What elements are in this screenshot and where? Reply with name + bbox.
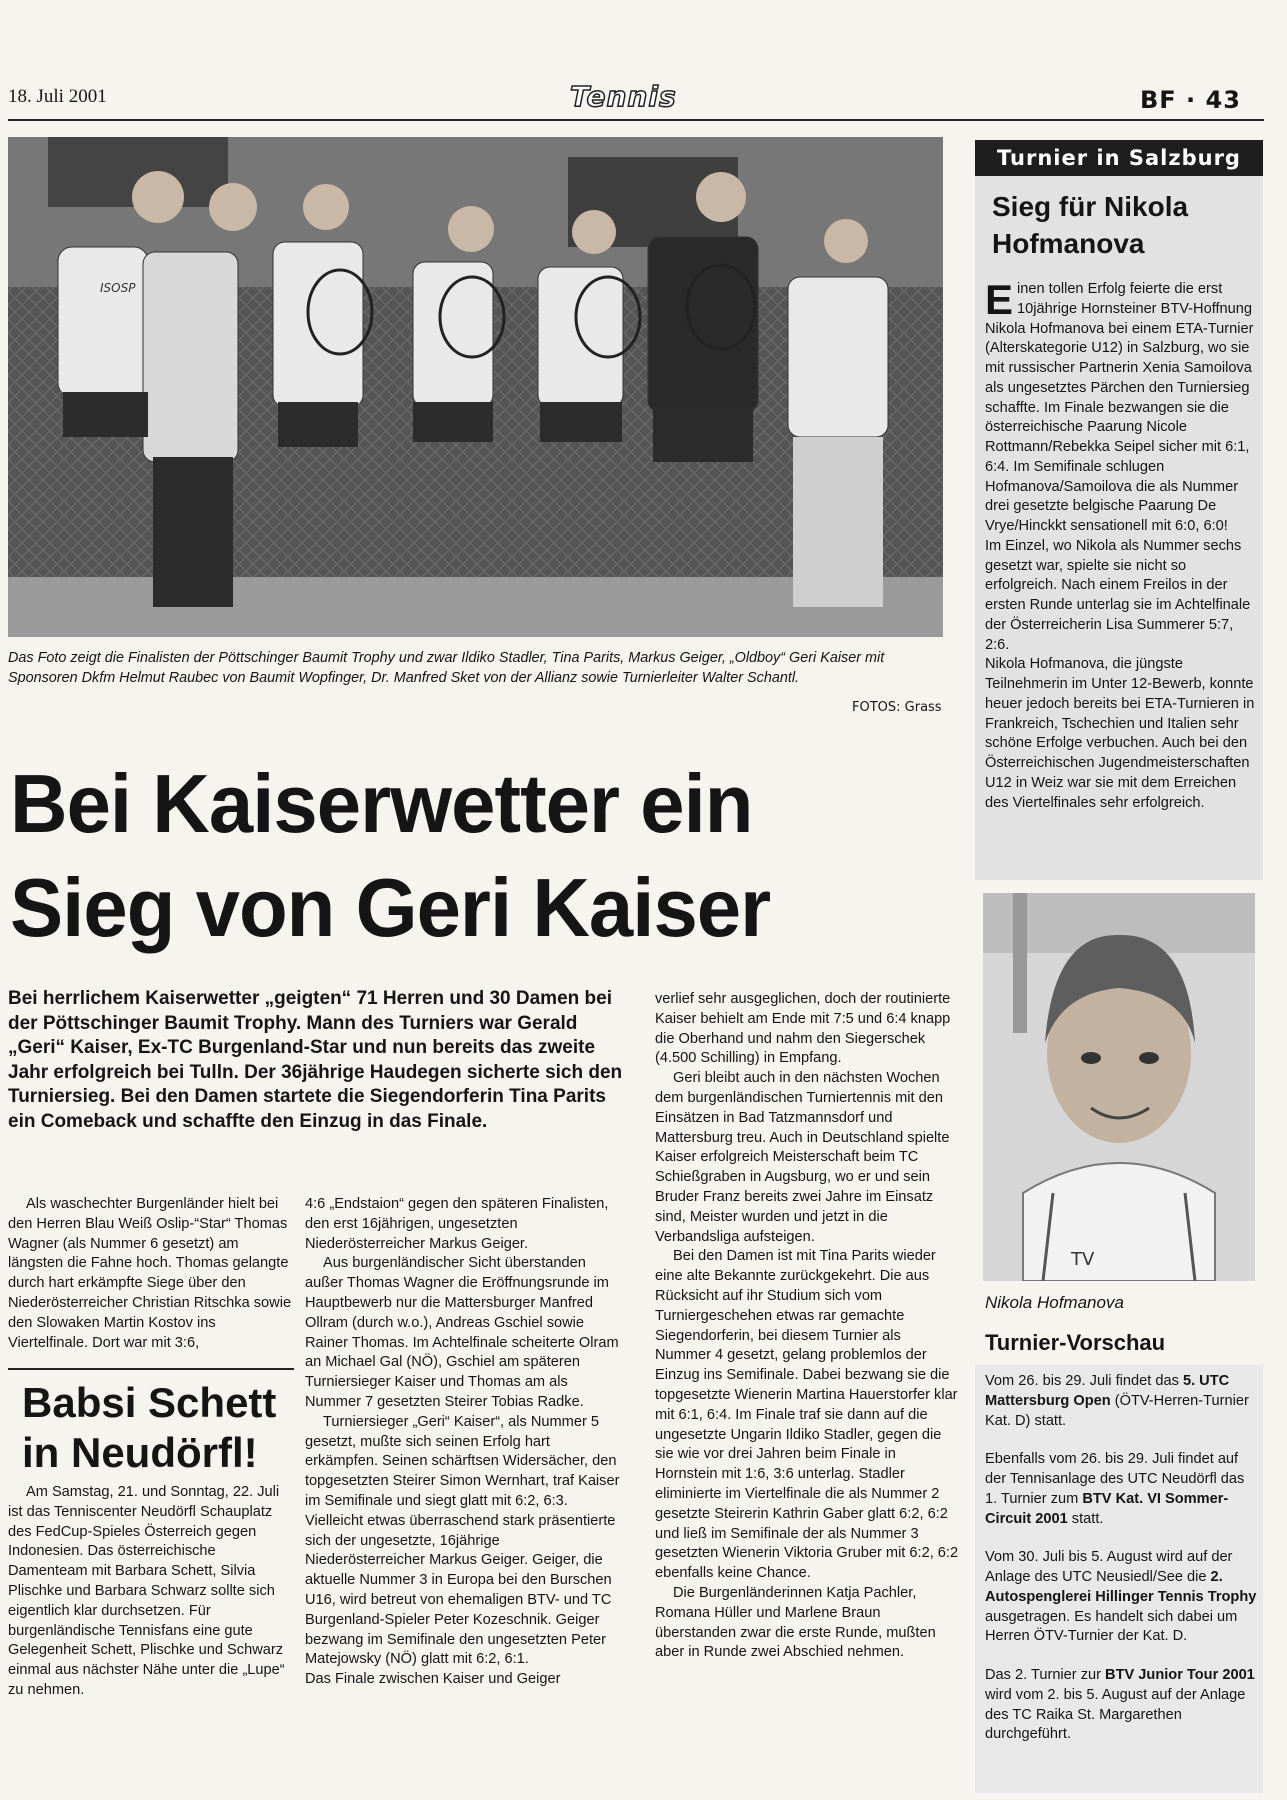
article-column-3: [655, 990, 960, 1663]
shirt-text: ISOSP: [100, 281, 136, 295]
sidebar-header: Turnier in Salzburg: [975, 140, 1263, 176]
vorschau-paragraph-2: [985, 1450, 1257, 1529]
vorschau-p2-a: Ebenfalls vom 26. bis 29. Juli findet auf der Tennisanlage des UTC Neudörfl das 1. Turnier zum: [985, 1451, 1245, 1507]
sidebar-text: [985, 276, 1257, 813]
issue-date: 18. Juli 2001: [8, 86, 107, 107]
col3-paragraph: Die Burgenländerinnen Katja Pachler, Romana Hüller und Marlene Braun überstanden zwar die erste Runde, mußten aber in Runde zwei Abschied nehmen.: [655, 1584, 936, 1661]
babsi-text: Am Samstag, 21. und Sonntag, 22. Juli ist das Tenniscenter Neudörfl Schauplatz des FedCup-Spieles Österreich gegen Indonesien. Das österreichische Damenteam mit Barbara Schett, Silvia Plischke und Barbara Schwarz sollte sich eigentlich klar durchsetzen. Für burgenländische Tennisfans eine gute Gelegenheit Schett, Plischke und Schwarz einmal aus nächster Nähe unter die „Lupe“ zu nehmen.: [8, 1484, 285, 1698]
vorschau-p2-c: statt.: [1067, 1510, 1104, 1527]
col2-paragraph: Turniersieger „Geri“ Kaiser“, als Nummer 5 gesetzt, mußte sich seinen Erfolg hart erkämpfen. Seinen schärftsen Widersächer, den topgesetzten Steirer Simon Wernhart, traf Kaiser im Semifinale und siegt glatt mit 6:2, 6:3. Vielleicht etwas überraschend stark präsentierte sich der ungesetzte, 16jährige Niederösterreicher Markus Geiger. Geiger, die aktuelle Nummer 3 in Europa bei den Burschen U16, wird betreut von ehemaligen BTV- und TC Burgenland-Spieler Peter Kozeschnik. Geiger bezwang im Semifinale den ungesetzten Peter Matejowsky (NÖ) glatt mit 6:2, 6:1.: [305, 1413, 620, 1668]
vorschau-paragraph-4: [985, 1666, 1257, 1745]
vorschau-p1-b: 5. UTC Mattersburg Open: [985, 1373, 1230, 1409]
article-column-1: [8, 1195, 295, 1353]
dropcap: E: [985, 276, 1014, 323]
vorschau-p1-c: (ÖTV-Herren-Turnier Kat. D) statt.: [985, 1392, 1249, 1429]
page-number: BF · 43: [1140, 86, 1241, 114]
sidebar-title: Sieg für Nikola Hofmanova: [992, 191, 1189, 259]
sidebar-paragraph-1: [985, 276, 1257, 537]
portrait-photo: [983, 893, 1255, 1281]
sidebar-paragraph-2: Im Einzel, wo Nikola als Nummer sechs gesetzt war, spielte sie nicht so erfolgreich. Nach einem Freilos in der ersten Runde unterlag sie im Achtelfinale der Österreicherin Lisa Summerer 5:7, 2:6.: [985, 537, 1251, 653]
col3-paragraph: Geri bleibt auch in den nächsten Wochen dem burgenländischen Turniertennis mit den Einsätzen in Bad Tatzmannsdorf und Mattersburg treu. Auch in Deutschland spielte Kaiser erfolgreich Meisterschaft beim TC Schießgraben in Augsburg, wo er und sein Bruder Franz bereits zwei Jahre im Einsatz sind, Meister wurden und jetzt in die Verbandsliga aufsteigen.: [655, 1070, 950, 1245]
vorschau-p3-a: Vom 30. Juli bis 5. August wird auf der Anlage des UTC Neusiedl/See die: [985, 1549, 1233, 1585]
team-photo: [8, 137, 943, 637]
vorschau-p2-b: BTV Kat. VI Sommer-Circuit 2001: [985, 1490, 1229, 1527]
headline-line-2: Sieg von Geri Kaiser: [10, 861, 771, 954]
vorschau-p1-a: Vom 26. bis 29. Juli findet das: [985, 1373, 1183, 1389]
headline-line-1: Bei Kaiserwetter ein: [10, 757, 753, 850]
article-column-2: [305, 1195, 623, 1690]
vorschau-text: [985, 1372, 1257, 1764]
babsi-headline-line-2: in Neudörfl!: [22, 1429, 258, 1476]
babsi-text-column: [8, 1483, 295, 1701]
photo-caption: Das Foto zeigt die Finalisten der Pöttschinger Baumit Trophy und zwar Ildiko Stadler, Tina Parits, Markus Geiger, „Oldboy“ Geri Kaiser mit Sponsoren Dkfm Helmut Raubec von Baumit Wopfinger, Dr. Manfred Sket von der Allianz sowie Turnierleiter Walter Schantl.: [8, 650, 885, 686]
col1-paragraph: Als waschechter Burgenländer hielt bei den Herren Blau Weiß Oslip-“Star“ Thomas Wagner (als Nummer 6 gesetzt) am längsten die Fahne hoch. Thomas gelangte durch hart erkämpfte Siege über den Niederösterreicher Christian Ritschka sowie den Slowaken Martin Kostov ins Viertelfinale. Dort war mit 3:6,: [8, 1196, 292, 1351]
vorschau-p4-c: wird vom 2. bis 5. August auf der Anlage des TC Raika St. Margarethen durchgeführt.: [985, 1686, 1246, 1743]
article-lead: Bei herrlichem Kaiserwetter „geigten“ 71 Herren und 30 Damen bei der Pöttschinger Baumit Trophy. Mann des Turniers war Gerald „Geri“ Kaiser, Ex-TC Burgenland-Star und nun bereits das zweite Jahr erfolgreich bei Tulln. Der 36jährige Haudegen sicherte sich den Turniersieg. Bei den Damen startete die Siegendorferin Tina Parits ein Comeback und schaffte den Einzug in das Finale.: [8, 988, 623, 1132]
sidebar-paragraph-1-text: inen tollen Erfolg feierte die erst 10jährige Hornsteiner BTV-Hoffnung Nikola Hofmanova bei einem ETA-Turnier (Alterskategorie U12) in Salzburg, wo sie mit russischer Partnerin Xenia Samoilova als ungesetztes Pärchen den Turniersieg schaffte. Im Finale bezwangen sie die österreichische Paarung Nicole Rottmann/Rebekka Seipel sicher mit 6:1, 6:4. Im Semifinale schlugen Hofmanova/Samoilova die als Nummer drei gesetzte belgische Paarung De Vrye/Hinckkt sensationell mit 6:0, 6:0!: [985, 281, 1254, 534]
portrait-shirt-text: TV: [1071, 1249, 1095, 1270]
vorschau-p4-b: BTV Junior Tour 2001: [1105, 1667, 1255, 1683]
main-headline: [10, 752, 917, 960]
col2-paragraph: Das Finale zwischen Kaiser und Geiger: [305, 1671, 561, 1688]
team-photo-drawing: [8, 137, 943, 637]
babsi-headline-line-1: Babsi Schett: [22, 1379, 277, 1426]
col2-paragraph: 4:6 „Endstaion“ gegen den späteren Finalisten, den erst 16jährigen, ungesetzten Niederösterreicher Markus Geiger.: [305, 1196, 609, 1252]
vorschau-paragraph-3: [985, 1548, 1257, 1647]
vorschau-paragraph-1: [985, 1372, 1257, 1431]
sidebar-paragraph-3: Nikola Hofmanova, die jüngste Teilnehmerin im Unter 12-Bewerb, konnte heuer jedoch bereits bei ETA-Turnieren in Frankreich, Tschechien und Italien sehr schöne Erfolge verbuchen. Auch bei den Österreichischen Jugendmeisterschaften U12 in Weiz war sie mit dem Erreichen des Viertelfinales sehr erfolgreich.: [985, 656, 1255, 811]
portrait-drawing: [983, 893, 1255, 1281]
babsi-headline: [22, 1378, 292, 1478]
col3-paragraph: Bei den Damen ist mit Tina Parits wieder eine alte Bekannte zurückgekehrt. Die aus Rücksicht auf ihr Studium sich vom Turniergeschehen etwas rar gemachte Siegendorferin, bei diesem Turnier als Nummer 4 gesetzt, gelang problemlos der Einzug ins Semifinale. Dabei bezwang sie die topgesetzte Wienerin Martina Hauerstorfer klar mit 6:1, 6:4. Im Finale traf sie dann auf die ungesetzte Ungarin Ildiko Stadler, gegen die sie wie vor drei Jahren beim Finale in Hornstein mit 1:6, 3:6 unterlag. Stadler eliminierte im Viertelfinale die als Nummer 2 gesetzte Steirerin Kathrin Gaber glatt 6:2, 6:2 und ließ im Semifinale der als Nummer 3 gesetzten Wienerin Viktoria Gruber mit 6:2, 6:2 ebenfalls keine Chance.: [655, 1248, 959, 1582]
col2-paragraph: Aus burgenländischer Sicht überstanden außer Thomas Wagner die Eröffnungsrunde im Hauptbewerb nur die Mattersburger Manfred Ollram (durch w.o.), Andreas Gschiel sowie Rainer Thomas. Im Achtelfinale scheiterte Olram an Michael Gal (NÖ), Gschiel am späteren Turniersieger Kaiser und Thomas am als Nummer 7 gesetzten Steirer Tobias Radke.: [305, 1255, 619, 1410]
col3-paragraph: verlief sehr ausgeglichen, doch der routinierte Kaiser behielt am Ende mit 7:5 und 6:4 knapp die Oberhand und nahm den Siegerschek (4.500 Schilling) in Empfang.: [655, 991, 951, 1067]
header-rule: [8, 119, 1264, 121]
section-title: Tennis: [570, 80, 677, 113]
vorschau-p4-a: Das 2. Turnier zur: [985, 1667, 1106, 1683]
vorschau-title: Turnier-Vorschau: [985, 1330, 1166, 1355]
portrait-caption: Nikola Hofmanova: [985, 1293, 1124, 1312]
vorschau-p3-c: ausgetragen. Es handelt sich dabei um Herren ÖTV-Turnier der Kat. D.: [985, 1608, 1238, 1645]
vorschau-p3-b: 2. Autospenglerei Hillinger Tennis Trophy: [985, 1569, 1257, 1605]
photo-credit: FOTOS: Grass: [852, 700, 942, 715]
